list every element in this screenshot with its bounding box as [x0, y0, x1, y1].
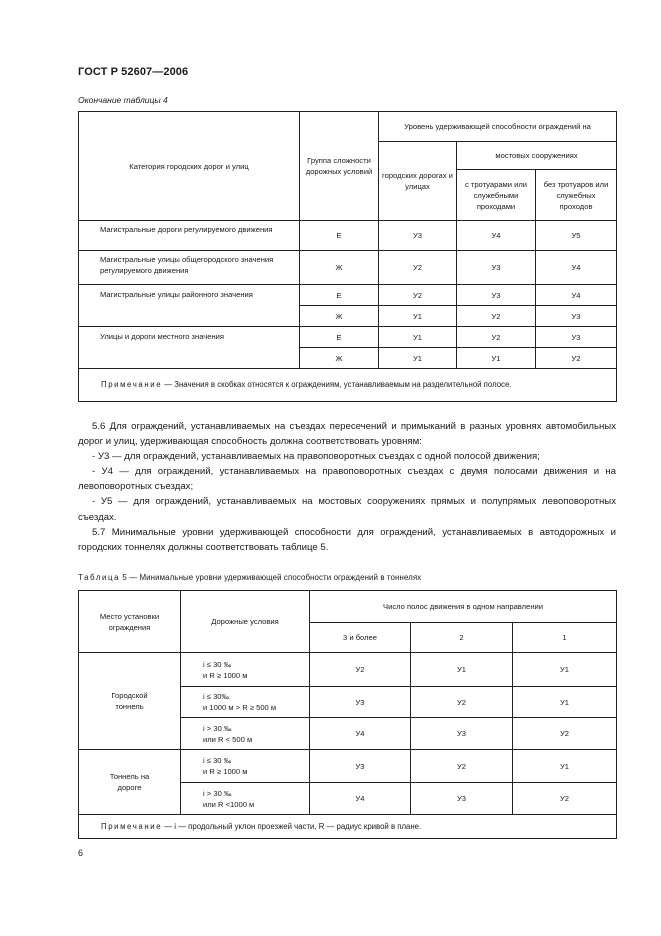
paragraph-5-7: 5.7 Минимальные уровни удерживающей способности для ограждений, устанавливаемых в автодорожных и городских тоннелях должны соответствовать таблице 5.: [78, 526, 616, 553]
header-without-sidewalks: без тротуаров или служебных проходов: [536, 170, 617, 221]
value-1-lane: У1: [513, 653, 617, 687]
row-with: У3: [457, 251, 536, 285]
value-3-or-more: У3: [310, 750, 411, 783]
group-city-tunnel: Городской тоннель: [79, 653, 181, 750]
table5-caption-label: Таблица: [78, 573, 121, 582]
header-lanes: Число полос движения в одном направлении: [310, 591, 617, 623]
value-3-or-more: У4: [310, 783, 411, 815]
condition-cell: [181, 687, 310, 718]
row-category: Улицы и дороги местного значения: [79, 327, 300, 369]
value-3-or-more: У3: [310, 687, 411, 718]
row-without: У4: [536, 285, 617, 306]
paragraph-5-6: 5.6 Для ограждений, устанавливаемых на съездах пересечений и примыканий в разных уровнях автомобильных дорог и улиц, удерживающая способность должна соответствовать уровням:: [78, 421, 616, 448]
value-3-or-more: У2: [310, 653, 411, 687]
value-1-lane: У2: [513, 718, 617, 750]
body-text: [78, 419, 616, 555]
condition-cell: [181, 750, 310, 783]
condition-cell: [181, 718, 310, 750]
value-2-lanes: У3: [411, 783, 513, 815]
condition-line-1: i ≤ 30 ‰: [203, 659, 232, 669]
table-4: [78, 111, 617, 402]
header-streets: городских дорогах и улицах: [379, 142, 457, 221]
condition-line-1: i > 30 ‰: [203, 788, 232, 798]
condition-line-2: или R < 500 м: [203, 734, 253, 744]
value-1-lane: У2: [513, 783, 617, 815]
bullet-u3: - У3 — для ограждений, устанавливаемых на правоповоротных съездах с одной полосой движения;: [92, 451, 540, 463]
row-group: Е: [300, 221, 379, 251]
value-1-lane: У1: [513, 687, 617, 718]
header-place: Место установки ограждения: [79, 591, 181, 653]
row-without: У3: [536, 327, 617, 348]
note-label: Примечание: [101, 380, 163, 389]
header-level: Уровень удерживающей способности ограждений на: [379, 112, 617, 142]
condition-cell: [181, 783, 310, 815]
row-group: Е: [300, 285, 379, 306]
row-streets: У1: [379, 327, 457, 348]
value-1-lane: У1: [513, 750, 617, 783]
table4-note: [79, 369, 617, 402]
row-with: У1: [457, 348, 536, 369]
row-streets: У2: [379, 285, 457, 306]
row-with: У2: [457, 327, 536, 348]
row-without: У4: [536, 251, 617, 285]
condition-line-2: и R ≥ 1000 м: [203, 670, 248, 680]
group-road-tunnel: Тоннель на дороге: [79, 750, 181, 815]
table-5: [78, 590, 617, 839]
condition-line-1: i > 30 ‰: [203, 723, 232, 733]
note-text: — Значения в скобках относятся к ограждениям, устанавливаемым на разделительной полосе.: [162, 380, 512, 389]
row-streets: У1: [379, 348, 457, 369]
row-without: У5: [536, 221, 617, 251]
row-streets: У1: [379, 306, 457, 327]
condition-cell: [181, 653, 310, 687]
table4-caption: Окончание таблицы 4: [78, 95, 168, 105]
page-header-title: ГОСТ Р 52607—2006: [78, 66, 189, 78]
header-3-or-more: 3 и более: [310, 623, 411, 653]
row-group: Е: [300, 327, 379, 348]
row-with: У4: [457, 221, 536, 251]
value-2-lanes: У3: [411, 718, 513, 750]
row-without: У3: [536, 306, 617, 327]
condition-line-2: и R ≥ 1000 м: [203, 767, 248, 776]
table5-caption: [78, 573, 421, 582]
value-2-lanes: У1: [411, 653, 513, 687]
header-group: Группа сложности дорожных условий: [300, 112, 379, 221]
bullet-u5: - У5 — для ограждений, устанавливаемых на мостовых сооружениях прямых и полупрямых левоповоротных съездах.: [78, 496, 616, 523]
note-text: — i — продольный уклон проезжей части, R — радиус кривой в плане.: [162, 821, 422, 831]
value-3-or-more: У4: [310, 718, 411, 750]
row-category: Магистральные улицы районного значения: [79, 285, 300, 327]
header-category: Категория городских дорог и улиц: [79, 112, 300, 221]
row-streets: У2: [379, 251, 457, 285]
row-group: Ж: [300, 348, 379, 369]
value-2-lanes: У2: [411, 687, 513, 718]
header-with-sidewalks: с тротуарами или служебными проходами: [457, 170, 536, 221]
table5-note: [79, 815, 617, 839]
header-conditions: Дорожные условия: [181, 591, 310, 653]
row-group: Ж: [300, 251, 379, 285]
condition-line-1: i ≤ 30 ‰: [203, 756, 232, 765]
row-without: У2: [536, 348, 617, 369]
header-1-lane: 1: [513, 623, 617, 653]
header-2-lanes: 2: [411, 623, 513, 653]
row-with: У3: [457, 285, 536, 306]
row-with: У2: [457, 306, 536, 327]
row-category: Магистральные дороги регулируемого движения: [79, 221, 300, 251]
row-streets: У3: [379, 221, 457, 251]
condition-line-2: или R <1000 м: [203, 799, 255, 809]
bullet-u4: - У4 — для ограждений, устанавливаемых на правоповоротных съездах с двумя полосами движения и на левоповоротных съездах;: [78, 466, 616, 493]
header-bridges: мостовых сооружениях: [457, 142, 617, 170]
row-category: Магистральные улицы общегородского значения регулируемого движения: [79, 251, 300, 285]
page-number: 6: [78, 848, 84, 858]
value-2-lanes: У2: [411, 750, 513, 783]
condition-line-2: и 1000 м > R ≥ 500 м: [203, 703, 277, 712]
table5-caption-text: 5 — Минимальные уровни удерживающей способности ограждений в тоннелях: [120, 573, 422, 582]
row-group: Ж: [300, 306, 379, 327]
condition-line-1: i ≤ 30‰: [203, 692, 230, 701]
note-label: Примечание: [101, 821, 163, 831]
